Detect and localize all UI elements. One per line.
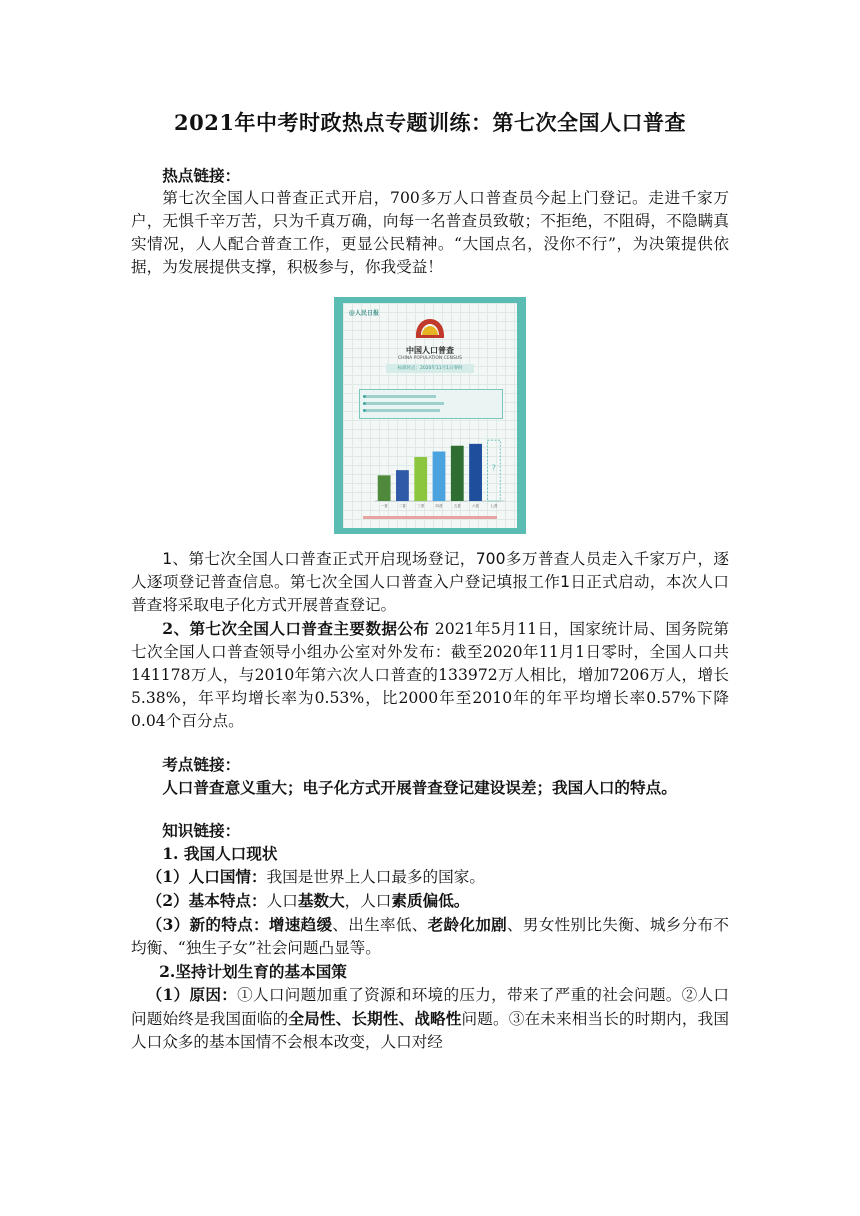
poster-title: 中国人口普查 [406, 345, 454, 355]
poster-goals-box [359, 389, 503, 419]
chart-bar [451, 446, 464, 501]
item-2-text: 2021年5月11日，国家统计局、国务院第七次全国人口普查领导小组办公室对外发布：截至2020年11月1日零时，全国人口共141178万人，与2010年第六次人口普查的133972万人相比，增加7206万人，增长5.38%，年平均增长率为0.53%，比2000年至2010年的年平均增长率0.57%下降0.04个百分点。 [131, 620, 729, 730]
s1-point-1-label: （1）人口国情： [146, 867, 267, 886]
people-daily-logo: @人民日报 [349, 310, 380, 317]
s1-point-3-a: 增速趋缓 [268, 915, 333, 934]
chart-category-label: 六普 [472, 504, 480, 508]
page-title: 2021年中考时政热点专题训练：第七次全国人口普查 [174, 110, 686, 135]
exam-link-text: 人口普查意义重大；电子化方式开展普查登记建设误差；我国人口的特点。 [162, 778, 677, 797]
s2-point-1-label: （1）原因： [146, 985, 238, 1004]
item-2-heading: 2、第七次全国人口普查主要数据公布 [162, 619, 430, 638]
item-1-text: 1、第七次全国人口普查正式开启现场登记，700多万普查人员走入千家万户，逐人逐项登记普查信息。第七次全国人口普查入户登记填报工作1日正式启动，本次人口普查将采取电子化方式开展普查登记。 [131, 550, 729, 614]
s1-point-2-b: 基数大 [297, 891, 345, 910]
s1-point-2-d: 素质偏低。 [391, 891, 470, 910]
chart-category-label: 七普 [490, 504, 498, 508]
s1-point-1-text: 我国是世界上人口最多的国家。 [266, 868, 485, 886]
s1-point-2 [131, 889, 729, 913]
census-emblem-icon [413, 317, 447, 341]
s1-point-3-label: （3）新的特点： [146, 915, 269, 934]
section-1-title: 1. 我国人口现状 [162, 844, 278, 863]
knowledge-heading: 知识链接： [162, 821, 241, 840]
item-2 [131, 617, 729, 733]
item-1 [131, 548, 729, 617]
exam-link-heading: 考点链接： [162, 755, 241, 774]
chart-bar [469, 444, 482, 501]
section-2-title: 2.坚持计划生育的基本国策 [159, 962, 347, 981]
poster-subtitle: CHINA POPULATION CENSUS [397, 356, 463, 361]
s1-point-1 [131, 865, 729, 889]
s1-point-3-d: 、男女性别比失衡、城乡分布不均衡、“独生子女”社会问题凸显等。 [131, 916, 729, 957]
chart-category-label: 二普 [398, 504, 406, 508]
chart-bar [396, 470, 409, 501]
chart-category-label: 一普 [380, 504, 388, 508]
document-body [131, 108, 729, 1054]
chart-category-label: 五普 [453, 504, 461, 508]
s1-point-2-label: （2）基本特点： [146, 891, 267, 910]
s2-point-1-b: 全局性、长期性、战略性 [288, 1009, 462, 1028]
s1-point-3-c: 老龄化加剧 [427, 915, 507, 934]
poster-footnote [363, 516, 497, 519]
census-poster [334, 297, 526, 534]
chart-category-label: 四普 [435, 504, 443, 508]
hot-link-intro: 第七次全国人口普查正式开启，700多万人口普查员今起上门登记。走进千家万户，无惧千辛万苦，只为千真万确，向每一名普查员致敬；不拒绝，不阻碍，不隐瞒真实情况，人人配合普查工作，更显公民精神。“大国点名，没你不行”，为决策提供依据，为发展提供支撑，积极参与，你我受益！ [131, 189, 729, 276]
s1-point-2-c: ，人口 [344, 892, 392, 910]
chart-bar [433, 452, 446, 501]
s2-point-1-a: ①人口问题加重了资源和环境的压力，带来了严重的社会问题。②人口问题始终是我国面临的 [131, 986, 729, 1028]
s1-point-3-b: 、出生率低、 [332, 916, 428, 934]
chart-bar [414, 457, 427, 501]
population-bar-chart [355, 433, 509, 515]
chart-unknown-mark: ? [491, 463, 496, 473]
poster-date: 标准时点：2020年11月1日零时 [386, 364, 474, 373]
s1-point-3 [131, 913, 729, 960]
chart-category-label: 三普 [417, 504, 425, 508]
s1-point-2-a: 人口 [266, 892, 298, 910]
s2-point-1-c: 问题。③在未来相当长的时期内，我国人口众多的基本国情不会根本改变，人口对经 [131, 1010, 729, 1051]
hot-link-heading: 热点链接： [162, 166, 241, 185]
s2-point-1 [131, 983, 729, 1054]
census-poster-figure [131, 297, 729, 534]
chart-bar [378, 475, 391, 501]
